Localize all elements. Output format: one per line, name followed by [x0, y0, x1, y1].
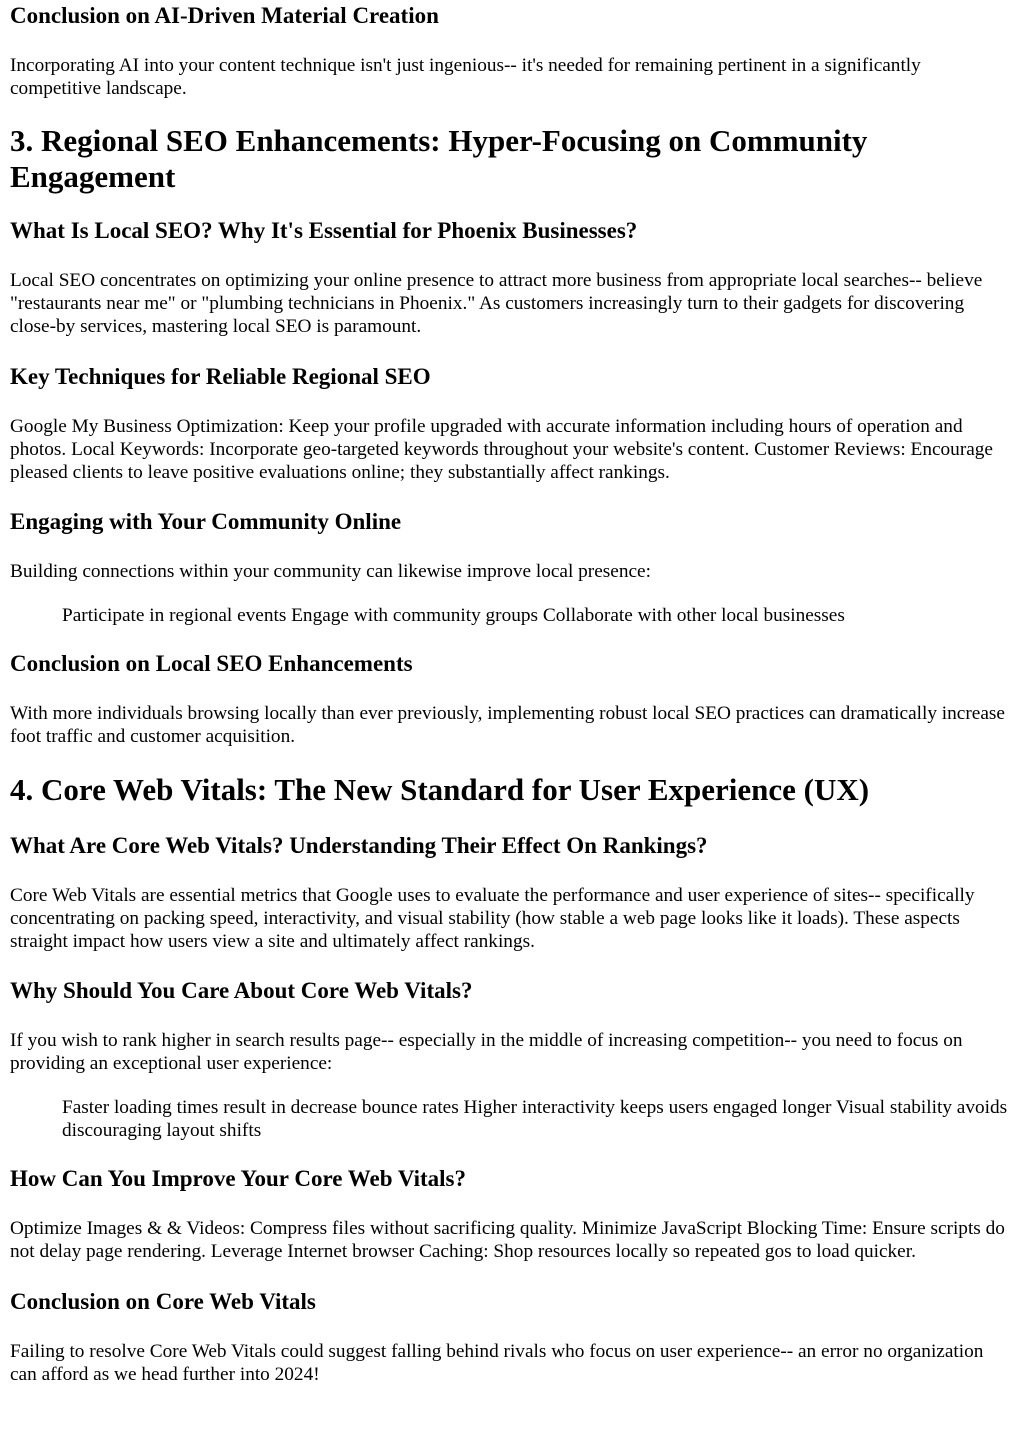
local-seo-what-paragraph: Local SEO concentrates on optimizing your online presence to attract more business from appropriate local searches-- believe "restaurants near me" or "plumbing technicians in Phoenix." As customers increasingly turn to their gadgets for discovering close-by services, mastering local SEO is paramount. [10, 270, 983, 337]
cwv-why-paragraph: If you wish to rank higher in search results page-- especially in the middle of increasing competition-- you need to focus on providing an exceptional user experience: [10, 1030, 963, 1074]
engaging-community-paragraph: Building connections within your community can likewise improve local presence: [10, 561, 651, 582]
cwv-how-heading: How Can You Improve Your Core Web Vitals? [10, 1166, 467, 1191]
cwv-why-heading: Why Should You Care About Core Web Vitals? [10, 978, 473, 1003]
key-techniques-paragraph: Google My Business Optimization: Keep your profile upgraded with accurate information including hours of operation and photos. Local Keywords: Incorporate geo-targeted keywords throughout your website's content. Customer Reviews: Encourage pleased clients to leave positive evaluations online; they substantially affect rankings. [10, 416, 993, 483]
ai-conclusion-paragraph: Incorporating AI into your content technique isn't just ingenious-- it's needed for remaining pertinent in a significantly competitive landscape. [10, 55, 921, 99]
key-techniques-heading: Key Techniques for Reliable Regional SEO [10, 364, 431, 389]
cwv-benefits-list: Faster loading times result in decrease bounce rates Higher interactivity keeps users engaged longer Visual stability avoids discouraging layout shifts [62, 1097, 1008, 1141]
cwv-conclusion-heading: Conclusion on Core Web Vitals [10, 1289, 316, 1314]
engaging-community-list: Participate in regional events Engage with community groups Collaborate with other local businesses [62, 605, 845, 626]
article-body [0, 2, 1024, 1386]
cwv-what-paragraph: Core Web Vitals are essential metrics that Google uses to evaluate the performance and user experience of sites-- specifically concentrating on packing speed, interactivity, and visual stability (how stable a web page looks like it loads). These aspects straight impact how users view a site and ultimately affect rankings. [10, 885, 975, 952]
ai-conclusion-heading: Conclusion on AI-Driven Material Creation [10, 3, 439, 28]
local-seo-conclusion-paragraph: With more individuals browsing locally than ever previously, implementing robust local SEO practices can dramatically increase foot traffic and customer acquisition. [10, 703, 1005, 747]
section3-heading: 3. Regional SEO Enhancements: Hyper-Focusing on Community Engagement [10, 123, 868, 194]
local-seo-what-heading: What Is Local SEO? Why It's Essential for Phoenix Businesses? [10, 218, 638, 243]
cwv-how-paragraph: Optimize Images & & Videos: Compress files without sacrificing quality. Minimize JavaScript Blocking Time: Ensure scripts do not delay page rendering. Leverage Internet browser Caching: Shop resources locally so repeated gos to load quicker. [10, 1218, 1005, 1262]
engaging-community-heading: Engaging with Your Community Online [10, 509, 402, 534]
section4-heading: 4. Core Web Vitals: The New Standard for User Experience (UX) [10, 772, 870, 807]
cwv-conclusion-paragraph: Failing to resolve Core Web Vitals could suggest falling behind rivals who focus on user experience-- an error no organization can afford as we head further into 2024! [10, 1341, 984, 1385]
cwv-what-heading: What Are Core Web Vitals? Understanding Their Effect On Rankings? [10, 833, 708, 858]
local-seo-conclusion-heading: Conclusion on Local SEO Enhancements [10, 651, 413, 676]
